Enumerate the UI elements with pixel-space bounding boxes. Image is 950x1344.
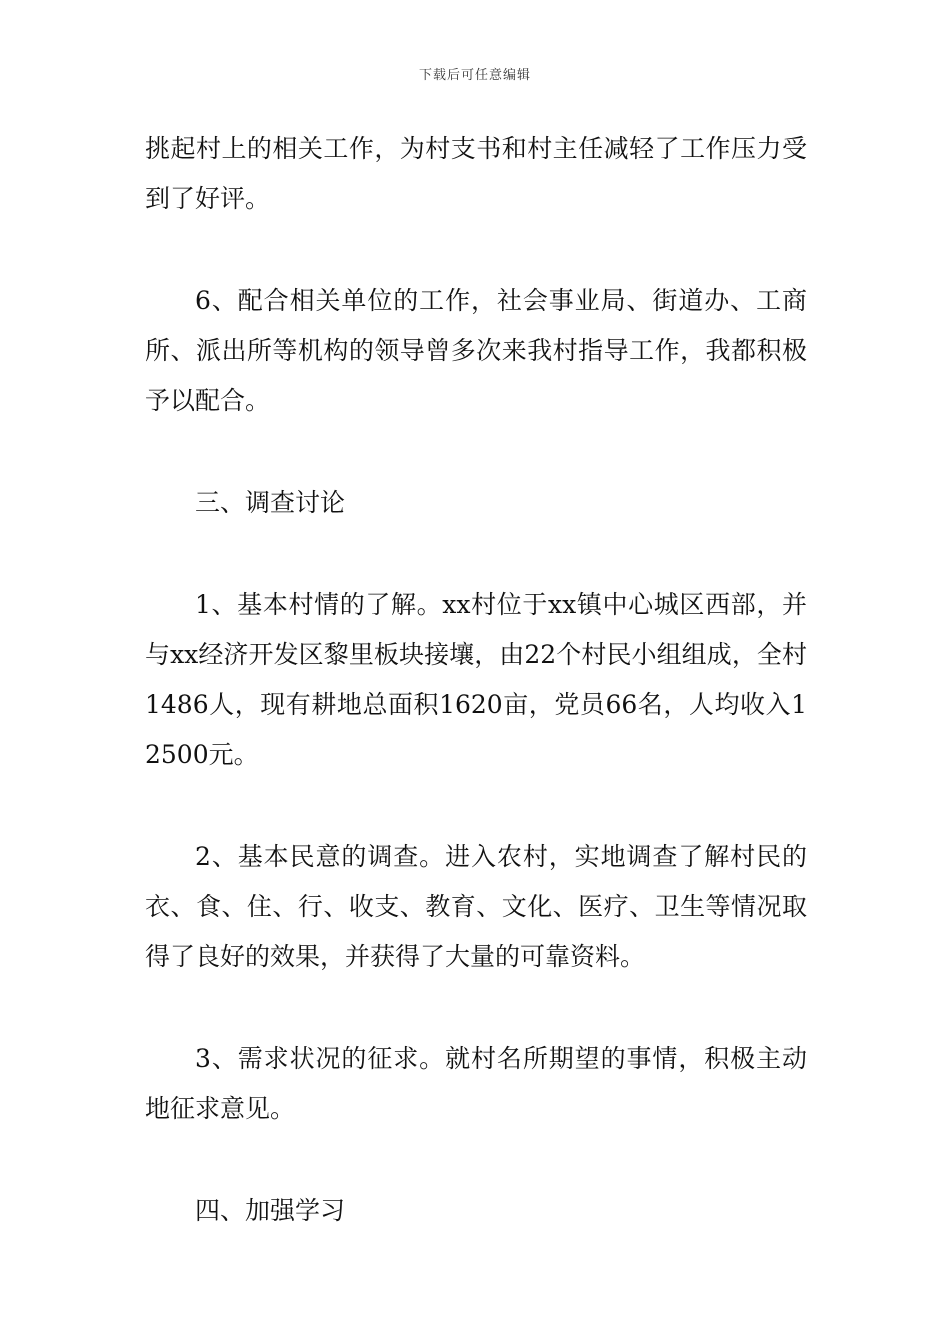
section-heading-4: 四、加强学习 (195, 1196, 346, 1225)
paragraph-item-2: 2、基本民意的调查。进入农村，实地调查了解村民的衣、食、住、行、收支、教育、文化、医疗、卫生等情况取得了良好的效果，并获得了大量的可靠资料。 (145, 842, 807, 971)
paragraph-continuation: 挑起村上的相关工作，为村支书和村主任减轻了工作压力受到了好评。 (145, 134, 807, 213)
section-heading-3: 三、调查讨论 (195, 488, 346, 517)
page-header: 下载后可任意编辑 (418, 68, 531, 83)
paragraph-item-1: 1、基本村情的了解。xx村位于xx镇中心城区西部，并与xx经济开发区黎里板块接壤，由22个村民小组组成，全村1486人，现有耕地总面积1620亩，党员66名，人均收入12500元。 (145, 590, 807, 769)
document-body (145, 124, 807, 1288)
paragraph-item-3: 3、需求状况的征求。就村名所期望的事情，积极主动地征求意见。 (145, 1044, 807, 1123)
paragraph-item-6: 6、配合相关单位的工作，社会事业局、街道办、工商所、派出所等机构的领导曾多次来我村指导工作，我都积极予以配合。 (145, 286, 807, 415)
